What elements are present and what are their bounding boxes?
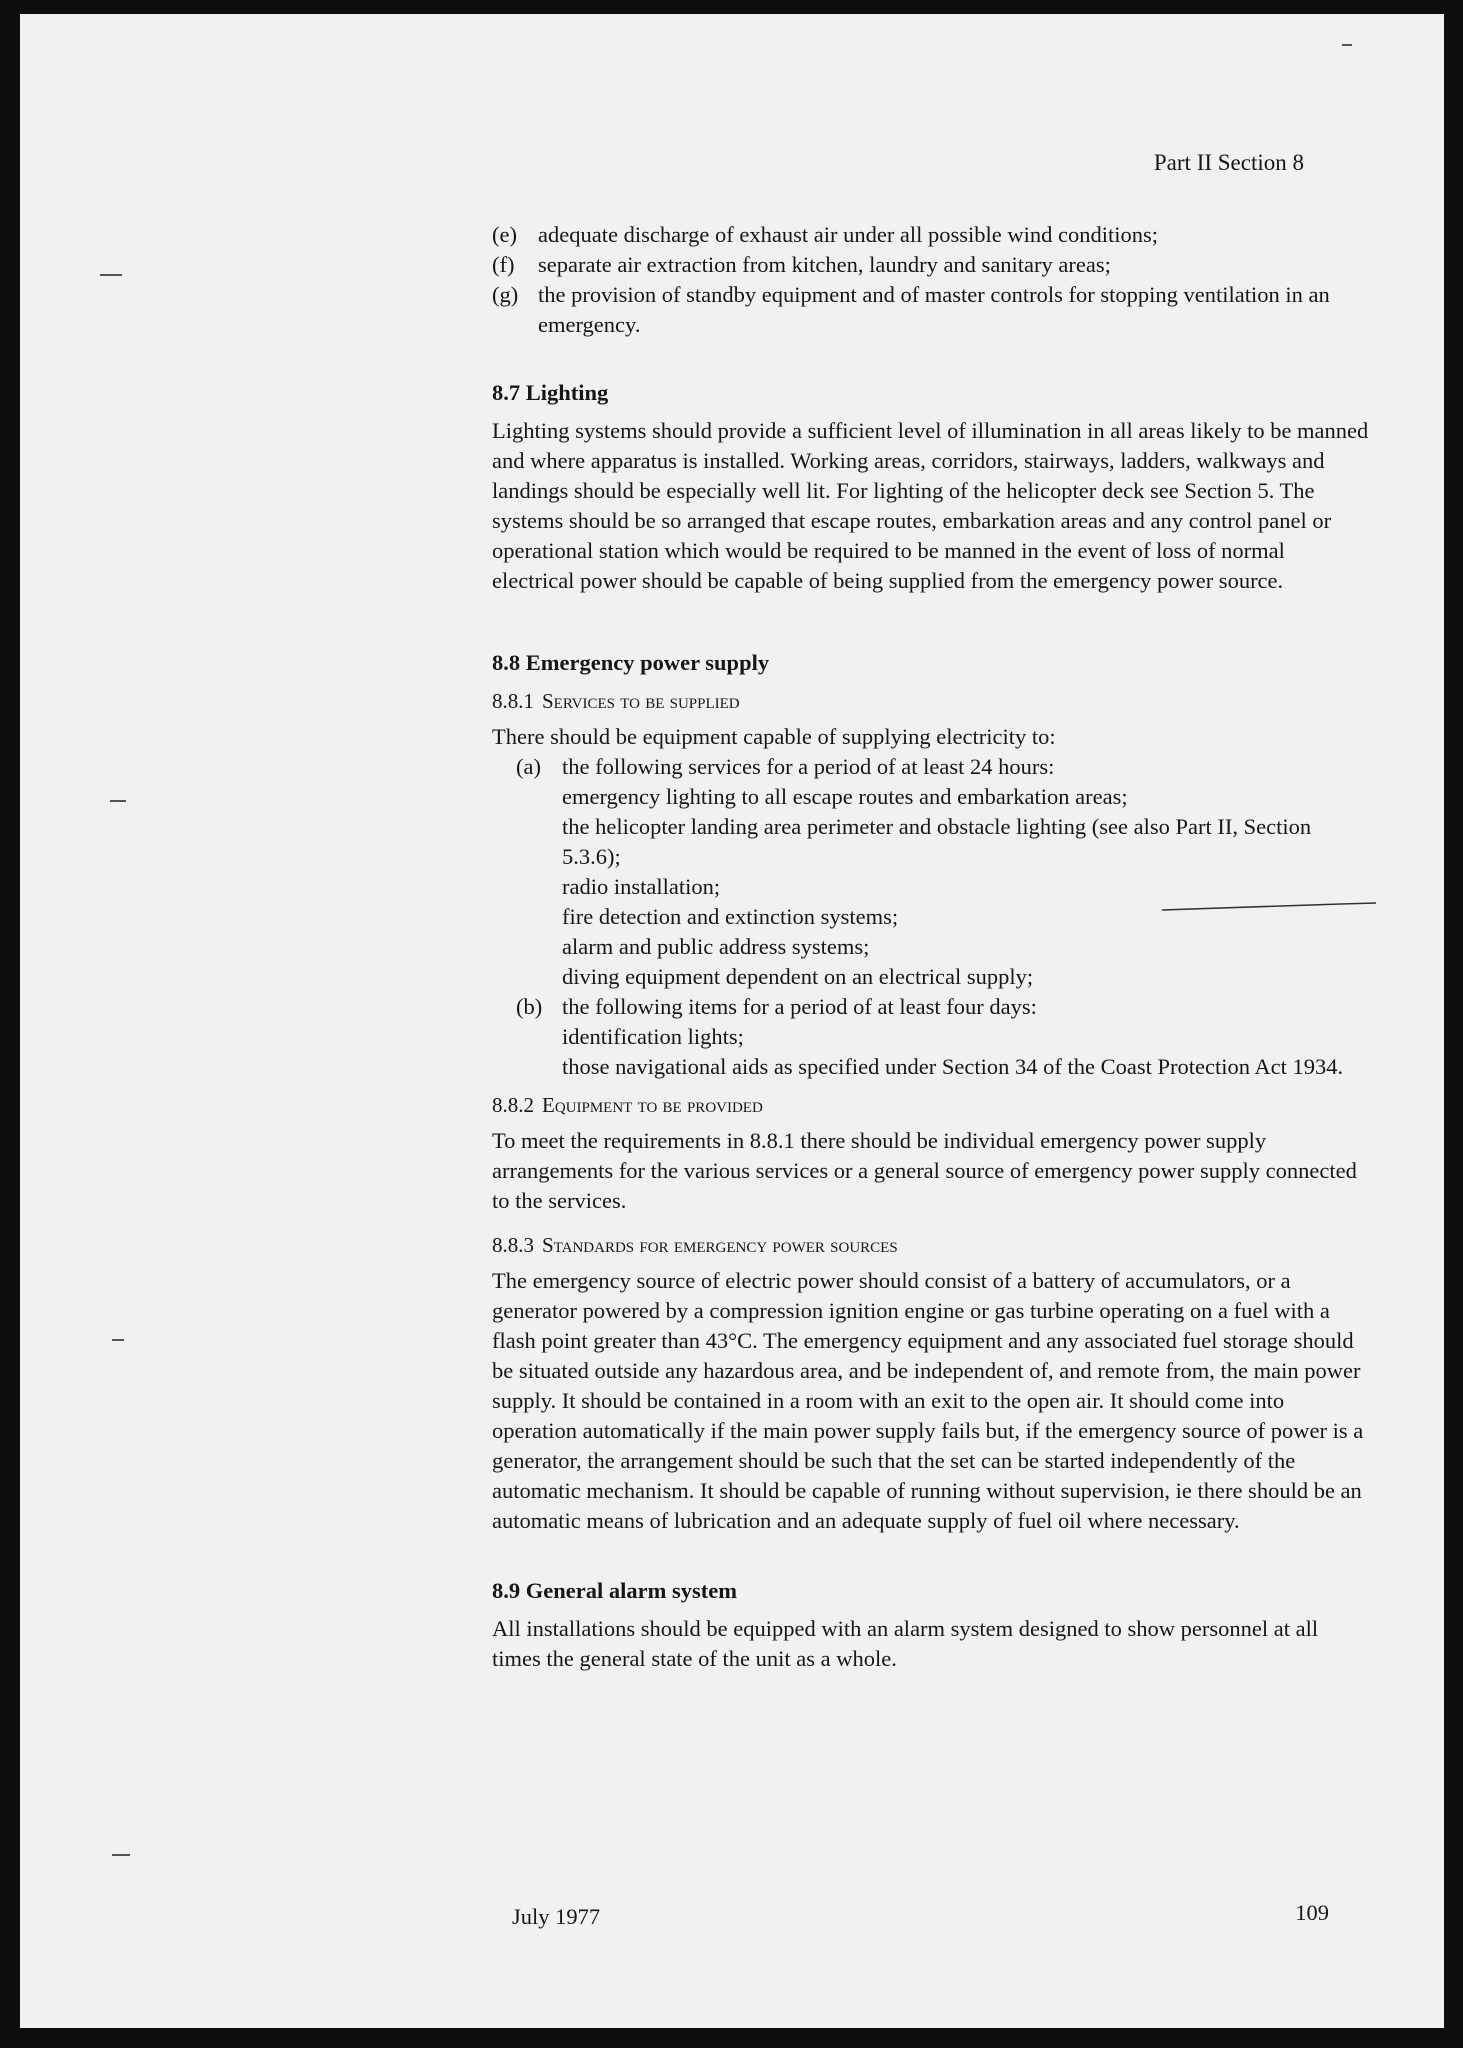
scan-mark — [112, 1339, 124, 1341]
scan-mark — [100, 274, 122, 276]
scan-mark — [112, 1854, 130, 1856]
page-content — [492, 220, 1372, 1674]
services-intro: There should be equipment capable of supplying electricity to: — [492, 724, 1056, 749]
subsection-title: Standards for emergency power sources — [542, 1233, 898, 1257]
scan-mark — [110, 800, 126, 802]
subsection-heading-8-8-1 — [492, 686, 1372, 716]
item-text: the provision of standby equipment and of master controls for stopping ventilation in an emergency. — [538, 282, 1330, 337]
service-line: emergency lighting to all escape routes and embarkation areas; — [562, 784, 1128, 809]
section-heading-lighting: 8.7 Lighting — [492, 380, 609, 405]
section-heading-alarm: 8.9 General alarm system — [492, 1578, 737, 1603]
service-line: alarm and public address systems; — [562, 934, 870, 959]
item-text: adequate discharge of exhaust air under all possible wind conditions; — [538, 222, 1159, 247]
service-line: the helicopter landing area perimeter and obstacle lighting (see also Part II, Section 5.3.6); — [562, 814, 1312, 869]
item-label: (a) — [516, 754, 541, 779]
running-header: Part II Section 8 — [1153, 150, 1304, 175]
page-number: 109 — [1295, 1900, 1329, 1925]
list-item — [516, 752, 1372, 782]
subsection-heading-8-8-3 — [492, 1230, 1372, 1260]
item-label: (e) — [492, 222, 517, 247]
list-item — [492, 220, 1372, 250]
lighting-paragraph: Lighting systems should provide a sufficient level of illumination in all areas likely to be manned and where apparatus is installed. Working areas, corridors, stairways, ladders, walkways and landings should be especially well lit. For lighting of the helicopter deck see Section 5. The systems should be so arranged that escape routes, embarkation areas and any control panel or operational station which would be required to be manned in the event of loss of normal electrical power should be capable of being supplied from the emergency power source. — [492, 418, 1369, 593]
subsection-number: 8.8.3 — [492, 1233, 534, 1257]
services-list — [516, 752, 1372, 1082]
service-lines — [562, 782, 1372, 992]
pen-underline-mark — [1160, 902, 1378, 914]
footer-date: July 1977 — [512, 1904, 601, 1929]
document-page — [20, 14, 1444, 2028]
subsection-title: Services to be supplied — [542, 689, 740, 713]
service-line: fire detection and extinction systems; — [562, 904, 899, 929]
subsection-title: Equipment to be provided — [542, 1093, 763, 1117]
service-line: diving equipment dependent on an electrical supply; — [562, 964, 1034, 989]
item-text: separate air extraction from kitchen, laundry and sanitary areas; — [538, 252, 1111, 277]
item-label: (f) — [492, 252, 515, 277]
service-line: identification lights; — [562, 1024, 744, 1049]
list-item — [492, 250, 1372, 280]
alarm-paragraph: All installations should be equipped with an alarm system designed to show personnel at all times the general state of the unit as a whole. — [492, 1616, 1319, 1671]
subsection-number: 8.8.1 — [492, 689, 534, 713]
service-line: radio installation; — [562, 874, 721, 899]
item-label: (g) — [492, 282, 519, 307]
subsection-number: 8.8.2 — [492, 1093, 534, 1117]
item-text: the following services for a period of at least 24 hours: — [562, 754, 1055, 779]
subsection-heading-8-8-2 — [492, 1090, 1372, 1120]
service-lines — [562, 1022, 1372, 1082]
item-text: the following items for a period of at least four days: — [562, 994, 1037, 1019]
list-item — [516, 992, 1372, 1022]
equipment-paragraph: To meet the requirements in 8.8.1 there should be individual emergency power supply arrangements for the various services or a general source of emergency power supply connected to the services. — [492, 1128, 1357, 1213]
list-item — [492, 280, 1372, 340]
scan-mark — [1342, 44, 1352, 46]
item-label: (b) — [516, 994, 543, 1019]
section-heading-emergency-power: 8.8 Emergency power supply — [492, 650, 770, 675]
ventilation-list — [492, 220, 1372, 340]
standards-paragraph: The emergency source of electric power should consist of a battery of accumulators, or a generator powered by a compression ignition engine or gas turbine operating on a fuel with a flash point greater than 43°C. The emergency equipment and any associated fuel storage should be situated outside any hazardous area, and be independent of, and remote from, the main power supply. It should be contained in a room with an exit to the open air. It should come into operation automatically if the main power supply fails but, if the emergency source of power is a generator, the arrangement should be such that the set can be started independently of the automatic mechanism. It should be capable of running without supervision, ie there should be an automatic means of lubrication and an adequate supply of fuel oil where necessary. — [492, 1268, 1364, 1533]
service-line: those navigational aids as specified under Section 34 of the Coast Protection Act 1934. — [562, 1054, 1344, 1079]
